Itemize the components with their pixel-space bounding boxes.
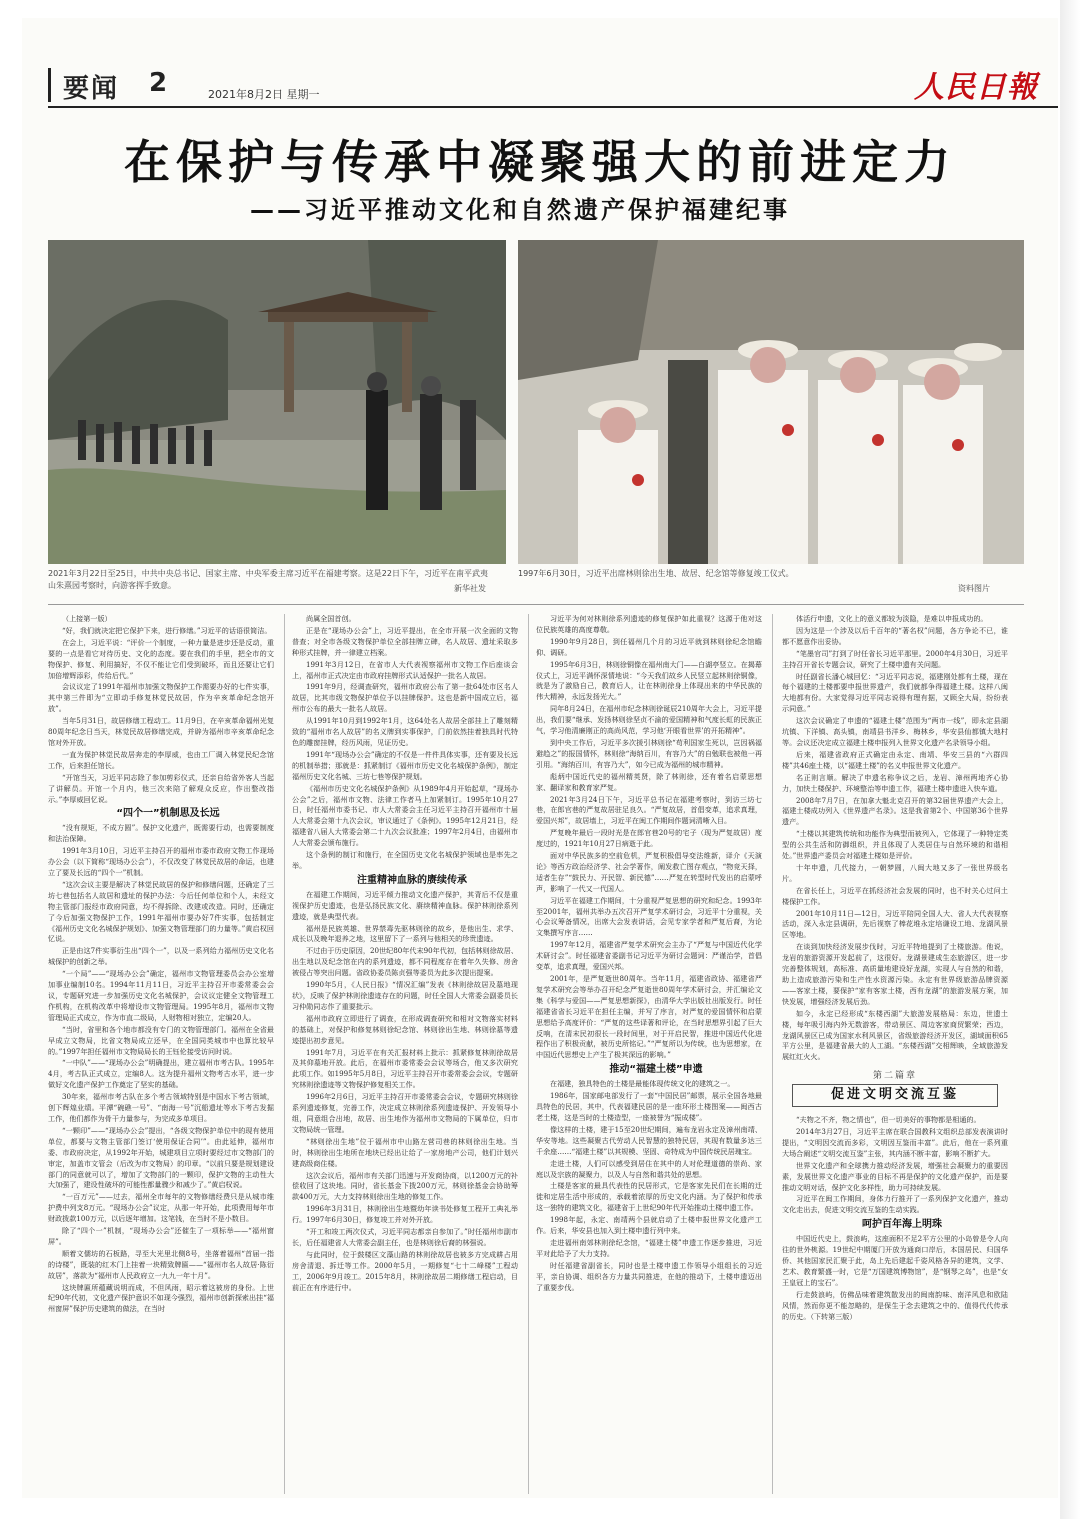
paragraph: “当时，省里和各个地市都没有专门的文物管理部门。福州在全省最早成立文物局，比省文物局成立还早，在全国同类城市中也算比较早的。”1997年担任福州市文物局局长的王钰伦接受访问时说。: [48, 1024, 274, 1056]
section-box: [48, 68, 181, 102]
paragraph: “一中队”——“现场办公会”明确提出，建立福州市考古队。1995年4月，考古队正式成立，定编8人。这为提升福州文物考古水平，进一步做好文化遗产保护工作奠定了坚实的基础。: [48, 1058, 274, 1090]
paragraph: 《福州市历史文化名城保护条例》从1989年4月开始起草，“现场办公会”之后，福州市文物、法律工作者马上加紧制订。1995年10月27日，时任福州市委书记、市人大常委会主任习近平主持召开福州市十届人大常委会第十九次会议，审议通过了《条例》。1995年12月21日，经福建省八届人大常委会第二十九次会议批准；1997年2月4日，由福州市人大常委会颁布施行。: [292, 783, 518, 848]
paragraph: 体活行申遗，文化上的意义都较为淡隐，是难以申报成功的。: [796, 614, 988, 623]
section-subheading: “四个一”机制思及长远: [116, 808, 220, 820]
paragraph: 到中央工作后，习近平多次援引林则徐“苟利国家生死以，岂因祸福避趋之”的报国情怀，林则徐“海纳百川，有容乃大”的自勉联也被他一再引用。“海纳百川，有容乃大”，如今已成为福州的城市精神。: [536, 737, 762, 769]
paragraph: 2001年10月11日—12日，习近平陪同全国人大、省人大代表视察活动，深入永定县调研，先后视察了棒花堆永定培谦设工地、龙湖风景区等地。: [782, 908, 1008, 940]
photo-caption-2: 1997年6月30日，习近平出席林则徐出生地、故居、纪念馆等修复竣工仪式。: [518, 569, 794, 578]
paragraph: 当年5月31日，故居修缮工程动工。11月9日，在辛亥革命福州光复80周年纪念日当天，林觉民故居修缮完成，并辟为福州市辛亥革命纪念馆对外开放。: [48, 716, 274, 747]
paragraph: 这个条例的制订和施行，在全国历史文化名城保护领域也是率先之举。: [292, 850, 518, 870]
paragraph: 在福建，独具特色的土楼是最能体现传统文化的建筑之一。: [550, 1079, 735, 1089]
article-column-1: [48, 614, 274, 1494]
paragraph: 行走鼓浪屿，仿佛品味着建筑散发出的闽南韵味、南洋风息和欧陆风情，然而你更不能忽略的，是保生于念去建筑之中的、值得代代传承的历史。（下转第三版）: [782, 1289, 1008, 1321]
paragraph: 后来，福建省政府正式确定由永定、南靖、华安三县的“六群四楼”共46座土楼，以“福建土楼”的名义申报世界文化遗产。: [782, 749, 1008, 770]
paragraph: 正是在“现场办公会”上，习近平提出，在全市开展一次全面的文物普查；对全市各级文物保护单位全部挂牌立碑，名人故居、遗址采取多种形式挂牌，并一律建立档案。: [292, 625, 518, 657]
paragraph: 中国近代史上，鼓浪屿，这座面积不足2平方公里的小岛曾是令人向往的世外桃源。19世纪中期厦门开放为通商口岸后，本国居民、归国华侨、其他国家民汇聚于此，岛上先后建起千姿风格各异的建筑，文学、艺术、教育繁盛一时，它是“万国建筑博物馆”，是“钢琴之岛”，也是“女王皇冠上的宝石”。: [782, 1234, 1008, 1287]
paragraph: 严复晚年最后一段时光是在郎官巷20号的宅子（现为严复故居）度度过的，1921年10月27日病逝于此。: [536, 828, 762, 849]
column-rule: [772, 614, 773, 1494]
paragraph: 1991年“现场办公会”确定的不仅是一件件具体实事，还有要及长远的机制举措；那就是：抓紧制订《福州市历史文化名城保护条例》，制定福州历史文化名城、三坊七巷等保护规划。: [292, 749, 518, 781]
paragraph: 面对中华民族多的空前危机，严复积极倡导变法维新，译介《天演论》等西方政治经济学、社会学著作，阐发救亡图存观点，“物竞天择，适者生存”“鼓民力、开民智、新民德”……严复在转型时代发出的启蒙呼声，影响了一代又一代国人。: [536, 851, 762, 893]
paragraph: 除了“四个一”机制，“现场办公会”还催生了一项标举——“福州窗屏”。: [48, 1226, 274, 1246]
paragraph: 十年申遗，几代接力，一朝梦圆，八闽大地又多了一张世界级名片。: [782, 862, 1008, 883]
section-subheading: 推动“福建土楼”申遗: [609, 1064, 703, 1076]
paragraph: “没有规矩，不成方圆”。保护文化遗产，既需要行动，也需要制度和法治保障。: [48, 823, 274, 844]
paragraph: （上接第一版）: [62, 614, 112, 623]
paragraph: 2021年3月24日下午，习近平总书记在福建考察时，到访三坊七巷，在郎官巷的严复故居驻足良久。“严复故居，首倡变革，追求真理，爱国兴邦”，故居墙上，习近平在闽工作期间作题词清晰入目。: [536, 794, 762, 826]
masthead: [48, 62, 1058, 108]
divider: [48, 604, 1024, 605]
paragraph: 习近平在闽工作期间，身体力行推开了一系列保护文化遗产，推动文化走出去，促进文明交流互鉴的生动实践。: [782, 1194, 1008, 1215]
paragraph: 与此同时，位于鼓楼区文藻山路的林则徐故居也被多方完成耕占用房舍清退、拆迁等工作。2000年5月，一期修复“七十二峰楼”工程动工，2006年9月竣工。2015年8月，林则徐故居二期修缮工程启动，目前正在有序进行中。: [292, 1249, 518, 1292]
paragraph: “笔墨官司”打到了时任省长习近平那里。2000年4月30日，习近平主持召开省长专题会议，研究了土楼申遗有关问题。: [782, 648, 1008, 669]
paragraph: 1996年3月31日，林则徐出生地暨幼年读书处修复工程开工典礼举行。1997年6月30日，修复竣工并对外开放。: [292, 1204, 518, 1225]
paragraph: 这块牌匾所蕴藏说明而成，不但风雨，昭示着这被房的身份。上世纪90年代初，文化遗产保护意识不如现今强烈，福州市创新探索出挂“福州窗屏”保护历史建筑的做法，在当时: [48, 1282, 274, 1314]
photo-credit-2: 资料图片: [958, 584, 990, 593]
paragraph: 尚属全国首创。: [306, 614, 356, 623]
paragraph: 1991年7月，习近平在有关汇报材料上批示：抓紧修复林则徐故居及其仰墓地开放。此后，在福州市委常委会会议等场合，他又多次研究此项工作。如1995年5月8日，习近平主持召开市委常委会会议，专题研究林则徐遗迹等文物保护修复相关工作。: [292, 1047, 518, 1090]
paragraph: 时任福建省副省长，同时也是土楼申遗工作领导小组组长的习近平，亲自协调、组织各方力量共同推进，在他的推动下，土楼申遗迈出了重要步伐。: [536, 1260, 762, 1292]
section-subheading: 注重精神血脉的赓续传承: [357, 874, 467, 886]
page-edge-shadow: [1060, 0, 1080, 1519]
chapter-heading: [792, 1071, 998, 1107]
page-number: 2: [149, 68, 168, 98]
paragraph: 如今，永定已经形成“东楼西湖”大旅游发展格局：东边，世遗土楼，每年吸引海内外无数游客，带动景区、周边客家商贸繁荣；西边，龙湖风景区已成为国家水利风景区，省级旅游经济开发区，湖域面积65平方公里，是福建省最大的人工湖。“东楼西湖”交相辉映，全域旅游发展红红火火。: [782, 1008, 1008, 1062]
paragraph: 1986年，国家邮电部发行了一套“中国民居”邮票，展示全国各地最具特色的民居，其中，代表福建民居的是一座环形土楼图案——闽西古老土楼，这是当时的土楼造型，一座被誉为“振成楼”。: [536, 1091, 762, 1122]
paragraph: “一个局”——“现场办公会”确定，福州市文物管理委员会办公室增加事业编制10名。1994年11月11日，习近平主持召开市委常委会会议，专题研究进一步加强历史文化名城保护，会议议定健全文物管理工作机构，在机构改革中将增设市文物管理局。1995年8月，福州市文物管理局正式成立，作为市直二级局，人财物相对独立，定编20人。: [48, 969, 274, 1022]
paragraph: “林则徐出生地”位于福州市中山路左营司巷的林则徐出生地。当时，林则徐出生地所在地块已经出让给了一家房地产公司，他们计划兴建高级商住楼。: [292, 1136, 518, 1168]
paragraph: 2008年7月7日，在加拿大魁北克召开的第32届世界遗产大会上，福建土楼成功列入《世界遗产名录》。这是我省第2个、中国第36个世界遗产。: [782, 795, 1008, 827]
newspaper-page: [22, 18, 1058, 1498]
article-column-2: [292, 614, 518, 1494]
chapter-title: 促进文明交流互鉴: [792, 1084, 998, 1107]
paragraph: 这次会议后，福州市有关部门迅速与开发商协商，以1200万元的补偿收回了这块地。同时，省长基金下拨200万元，林则徐基金会协助筹款400万元，大力支持林则徐出生地的修复工作。: [292, 1170, 518, 1202]
paragraph: 世界文化遗产和全球携力推动经济发展，增强社会凝聚力的重要因素，发展世界文化遗产事业的目标不再是保护的文化遗产保护，而是要推动文明对话，保护文化多样性，助力可持续发展。: [782, 1160, 1008, 1192]
issue-date: 2021年8月2日 星期一: [208, 88, 320, 101]
paragraph: 顺着文儒坊的石板路，寻至大光里北侧8号，坐落着福州“首届一指的诗楼”，既装的红木门上挂着一块精致牌匾——“福州市名人故居·陈衍故居”，落款为“福州市人民政府立一九九一年十月”。: [48, 1248, 274, 1280]
paragraph: 30年来，福州市考古队在多个考古领域特别是中国水下考古领域，创下辉煌业绩。平潭“碗礁一号”、“南海一号”沉船遗址等水下考古发掘工作，他们都作为骨干力量参与，为完成多单项目。: [48, 1092, 274, 1123]
subheadline: ——习近平推动文化和自然遗产保护福建纪事: [250, 196, 790, 224]
photo-ceremony: [518, 240, 1024, 564]
paragraph: 1991年3月10日，习近平主持召开的福州市委市政府文物工作现场办公会（以下简称“现场办公会”），不仅改变了林觉民故居的命运，也建立了要及长远的“四个一”机制。: [48, 846, 274, 878]
paragraph: “开馆当天，习近平同志除了参加剪彩仪式，还亲自给省外客人当起了讲解员。开馆一个月内，他三次来陪了解观众反应，作出整改指示。”李厚威回忆说。: [48, 772, 274, 804]
paragraph: “好，我们就决定把它保护下来，进行修缮。”习近平的话语很简洁。: [62, 625, 272, 635]
paragraph: 名正则言顺。解决了申遗名称争议之后，龙岩、漳州两地齐心协力，加快土楼保护、环境整治等申遗工作，福建土楼申遗进入快车道。: [782, 772, 1008, 793]
paragraph: 1991年3月12日，在省市人大代表视察福州市文物工作后座谈会上，福州市正式决定由市政府挂牌形式认适保护一批名人故居。: [292, 659, 518, 680]
paragraph: 时任副省长潘心城回忆：“习近平同志说，福建刚处都有土楼，现在每个福建的土楼都要申报世界遗产，我们就都争得福建土楼。这样八闽大地都有份。大家觉得习近平同志说得有理有据，又顾全大局，纷纷表示同意。”: [782, 671, 1008, 714]
chapter-label: 第二篇章: [872, 1071, 917, 1082]
paragraph: “夫物之不齐，物之情也”，但一切美好的事物都是相通的。: [796, 1115, 981, 1125]
paragraph: 正是由这7件实事衍生出“四个一”，以及一系列给力福州历史文化名城保护的创新之举。: [48, 946, 274, 967]
paragraph: “一百万元”——过去，福州全市每年的文物修缮经费只是从城市维护费中列支8万元。“现场办公会”议定，从那一年开始，此项费用每年市财政拨款100万元，以后逐年增加。这笔钱，在当时不是小数目。: [48, 1192, 274, 1224]
paragraph: 土楼是客家的最具代表性的民居形式，它是客家先民们在长期的迁徙和定居生活中形成的，承载着浓厚的历史文化内涵。为了保护和传承这一独特的建筑文化，福建省于上世纪90年代开始推动土楼申遗工作。: [536, 1181, 762, 1213]
paragraph: 在省长任上，习近平在抓经济社会发展的同时，也不时关心过问土楼保护工作。: [782, 885, 1008, 906]
paragraph: 1991年9月，经调查研究，福州市政府公布了第一批64处市区名人故居，比其市级文物保护单位予以挂牌保护。这也是新中国成立后，福州市公布的最大一批名人故居。: [292, 682, 518, 714]
article-column-4: [782, 614, 1008, 1494]
article-column-3: [536, 614, 762, 1494]
photo-ceremony-image: [518, 240, 1024, 564]
paragraph: 2014年3月27日，习近平主席在联合国教科文组织总部发表演讲时提出，“文明因交流而多彩，文明因互鉴而丰富”。此后，他在一系列重大场合阐述“文明交流互鉴”主张，其内涵不断丰富，影响不断扩大。: [782, 1126, 1008, 1158]
headline: 在保护与传承中凝聚强大的前进定力: [124, 135, 956, 189]
paragraph: 1990年5月，《人民日报》“情况汇编”发表《林则徐故居及墓地现状》，反映了保护林则徐遗迹存在的问题，时任全国人大常委会副委员长习仲勋同志作了重要批示。: [292, 980, 518, 1011]
column-rule: [528, 614, 529, 1494]
photo-credit-1: 新华社发: [454, 584, 486, 593]
paragraph: “土楼以其建筑传统和功能作为典型而被列入，它体现了一种特定类型的公共生活和防御组织，并且体现了人类居住与自然环境的和谐相处。”世界遗产委员会对福建土楼如是评价。: [782, 829, 1008, 861]
newspaper-logo: 人民日報: [914, 70, 1038, 105]
paragraph: 习近平为何对林则徐系列遗迹的修复保护如此重视？这源于他对这位民族英雄的高度尊敬。: [536, 614, 762, 634]
paragraph: 1996年2月6日，习近平主持召开市委常委会会议，专题研究林则徐系列遗迹修复，完善工作，决定成立林则徐系列遗迹保护、开发领导小组，同意组合出地，故居、出生地作为福州市文物局的下属单位，归市文物局统一管理。: [292, 1092, 518, 1134]
paragraph: 在谈到加快经济发展步伐时，习近平特地提到了土楼旅游。他说，龙岩的旅游资源开发起前了，这很好。龙湖景建成生态旅游区，进一步完善整体规划，高标准、高质量地建设好龙湖，实现人与自然的和谐，助上造成旅游污染和生产性水资源污染。永定有世界级旅游品牌资源——客家土楼，要保护“家有客家土楼，西有龙湖”的旅游发展方案，加快发展，增强经济发展后劲。: [782, 942, 1008, 1006]
paragraph: 像这样的土楼，建于15至20世纪期间，遍布龙岩永定及漳州南靖、华安等地。这些凝聚古代劳动人民智慧的独特民居，其现有数量多达三千余座……“福建土楼”以其规模、坚固、奇特成为中国传统民居瑰宝。: [536, 1124, 762, 1156]
section-name: 要闻: [63, 74, 120, 104]
paragraph: 福州是民族英雄、世界禁毒先驱林则徐的故乡，是他出生、求学、成长以及晚年退养之地，这里留下了一系列与他相关的珍贵遗迹。: [292, 923, 518, 944]
photo-garden-visit: [48, 240, 506, 564]
paragraph: 习近平在福建工作期间，十分重视严复思想的研究和纪念。1993年至2001年，福州共举办五次召开严复学术研讨会，习近平十分重视，关心会议筹备情况，出席大会发表讲话，会见专家学者和严复后裔，为论文集撰写序言……: [536, 895, 762, 938]
paragraph: 1997年12月，福建省严复学术研究会主办了“严复与中国近代化学术研讨会”。时任福建省委副书记习近平为研讨会题词：严谨治学，首倡变革，追求真理，爱国兴邦。: [536, 940, 762, 972]
paragraph: 在会上，习近平说：“评价一个制度，一种力量是进步还是反动，重要的一点是看它对待历史、文化的态度。要在我们的手里，把全市的文物保护、修复、利用搞好，不仅不能让它们受到破坏，而且还要让它们加倍增辉添彩，传给后代。”: [48, 637, 274, 680]
paragraph: 走进土楼，人们可以感受到居住在其中的人对伦理道德的崇尚、家庭以及宗族的凝聚力，以及人与自然和谐共处的思想。: [536, 1158, 762, 1179]
paragraph: 从1991年10月到1992年1月，这64处名人故居全部挂上了雕刻精致的“福州市名人故居”的名义牌到实事保护，门前依然挂着独具时代特色的雕窗挂牌，经历风雨，见证历史。: [292, 716, 518, 747]
paragraph: 在福建工作期间，习近平倾力推动文化遗产保护，其背后不仅是重视保护历史遗迹，也是弘扬民族文化、赓续精神血脉。保护林则徐系列遗迹，就是典型代表。: [292, 889, 518, 921]
paragraph: 1998年起，永定、南靖两个县就启动了土楼申报世界文化遗产工作。后来，华安县也加入到土楼申遗行列中来。: [536, 1215, 762, 1236]
paragraph: “开工和竣工两次仪式，习近平同志都亲自参加了。”时任福州市副市长，后任福建省人大常委会副主任，也是林则徐后裔的林强说。: [292, 1227, 518, 1247]
section-subheading: 呵护百年海上明珠: [862, 1219, 942, 1231]
paragraph: 一直为保护林觉民故居奔走的李厚威，也由工厂调入林觉民纪念馆工作，后来担任馆长。: [48, 749, 274, 770]
paragraph: 福州市政府立即进行了调查，在形成调查研究和相对文物落实材料的基础上，对保护和修复林则徐纪念馆、林则徐出生地、林则徐墓等遗迹提出初步意见。: [292, 1013, 518, 1045]
paragraph: 这次会议确定了申遗的“福建土楼”范围为“两市一线”，即永定县湖坑镇、下洋镇、高头镇，南靖县书洋乡、梅林乡，华安县仙都镇大地村等。会议还决定成立福建土楼申报列入世界文化遗产名录领导小组。: [782, 716, 1008, 747]
paragraph: “这次会议主要是解决了林觉民故居的保护和修缮问题，还确定了三坊七巷包括名人故居和遗址的保护办法：今后任何单位和个人，未经文物主管部门报经市政府同意，均不得拆除、改建或改造。同时，还确定了今后加强文物保护工作，1991年福州市要办好7件实事，包括制定《福州历史文化名城保护规划》、加强文物管理部门的力量等。”黄启权回忆说。: [48, 879, 274, 944]
paragraph: 走进福州南郊林则徐纪念馆，“福建土楼”申遗工作逐步推进，习近平对此给予了大力支持。: [536, 1237, 762, 1258]
photo-garden-visit-image: [48, 240, 506, 564]
paragraph: 2001年，是严复逝世80周年。当年11月，福建省政协、福建省严复学术研究会等举办召开纪念严复逝世80周年学术研讨会，并汇编论文集《科学与爱国——严复思想新探》，由清华大学出版社出版发行。时任福建省省长习近平在担任主编，并写了序言，对严复的爱国情怀和启蒙思想给予高度评价：“严复的这些译著和评论，在当时思想界引起了巨大反响，在清末民初很长一段时间里，对于开启民智，推进中国近代化进程作出了积极贡献，被历史所铭记。”“严复所以为传统，也为思想家，在中国近代思想史上产生了极其深远的影响。”: [536, 974, 762, 1060]
paragraph: 1995年6月3日，林则徐铜像在福州南大门——白湖亭竖立。在揭幕仪式上，习近平满怀深情地说：“今天我们故乡人民竖立起林则徐铜像，就是为了激励自己，教育后人，让在林则徐身上体现出来的中华民族的伟大精神，永远发扬光大。”: [536, 659, 762, 702]
paragraph: “一颗印”——“现场办公会”提出，“各级文物保护单位中的现有使用单位，都要与文物主管部门签订‘使用保证合同’”。由此延伸，福州市委、市政府决定，从1992年开始，城建项目立项时要经过市文物部门的审定，加盖市文管会（后改为市文物局）的印章。“以前只要是规划建设部门的同意就可以了，增加了文物部门的一颗印，保护文物的主动性大大加强了，建设性破坏的可能性都量骤少和减少了。”黄启权说。: [48, 1125, 274, 1190]
column-rule: [284, 614, 285, 1494]
photo-caption-1: 2021年3月22日至25日，中共中央总书记、国家主席、中央军委主席习近平在福建考察。这是22日下午，习近平在南平武夷山朱熹园考察时，向游客挥手致意。: [48, 569, 488, 590]
paragraph: 彪炳中国近代史的福州精英贤，除了林则徐，还有着名启蒙思想家、翻译家和教育家严复。: [536, 771, 762, 792]
paragraph: 不过由于历史原因，20世纪80年代末90年代初，包括林则徐故居、出生地以及纪念馆在内的系列遗迹，都不同程度存在着年久失修、房舍被侵占等突出问题。省政协委员陈贞强等委员为此多次提出提案。: [292, 946, 518, 978]
paragraph: 因为这是一个涉及以后千百年的“著名权”问题，各方争论不已，谁都不愿意作出妥协。: [782, 625, 1008, 646]
paragraph: 同年8月24日，在福州市纪念林则徐诞辰210周年大会上，习近平提出，我们要“继承、发扬林则徐坚贞不渝的爱国精神和气度长虹的民族正气，学习他清廉刚正的高尚风范，学习他‘开眼看世界’的开拓精神”。: [536, 704, 762, 736]
paragraph: 会议议定了1991年福州市加强文物保护工作需要办好的七件实事，其中第三件即为“立即动手修复林觉民故居，作为辛亥革命纪念馆开放”。: [48, 682, 274, 714]
paragraph: 1990年9月28日，到任福州几个月的习近平就到林则徐纪念馆瞻仰、调研。: [536, 636, 762, 657]
